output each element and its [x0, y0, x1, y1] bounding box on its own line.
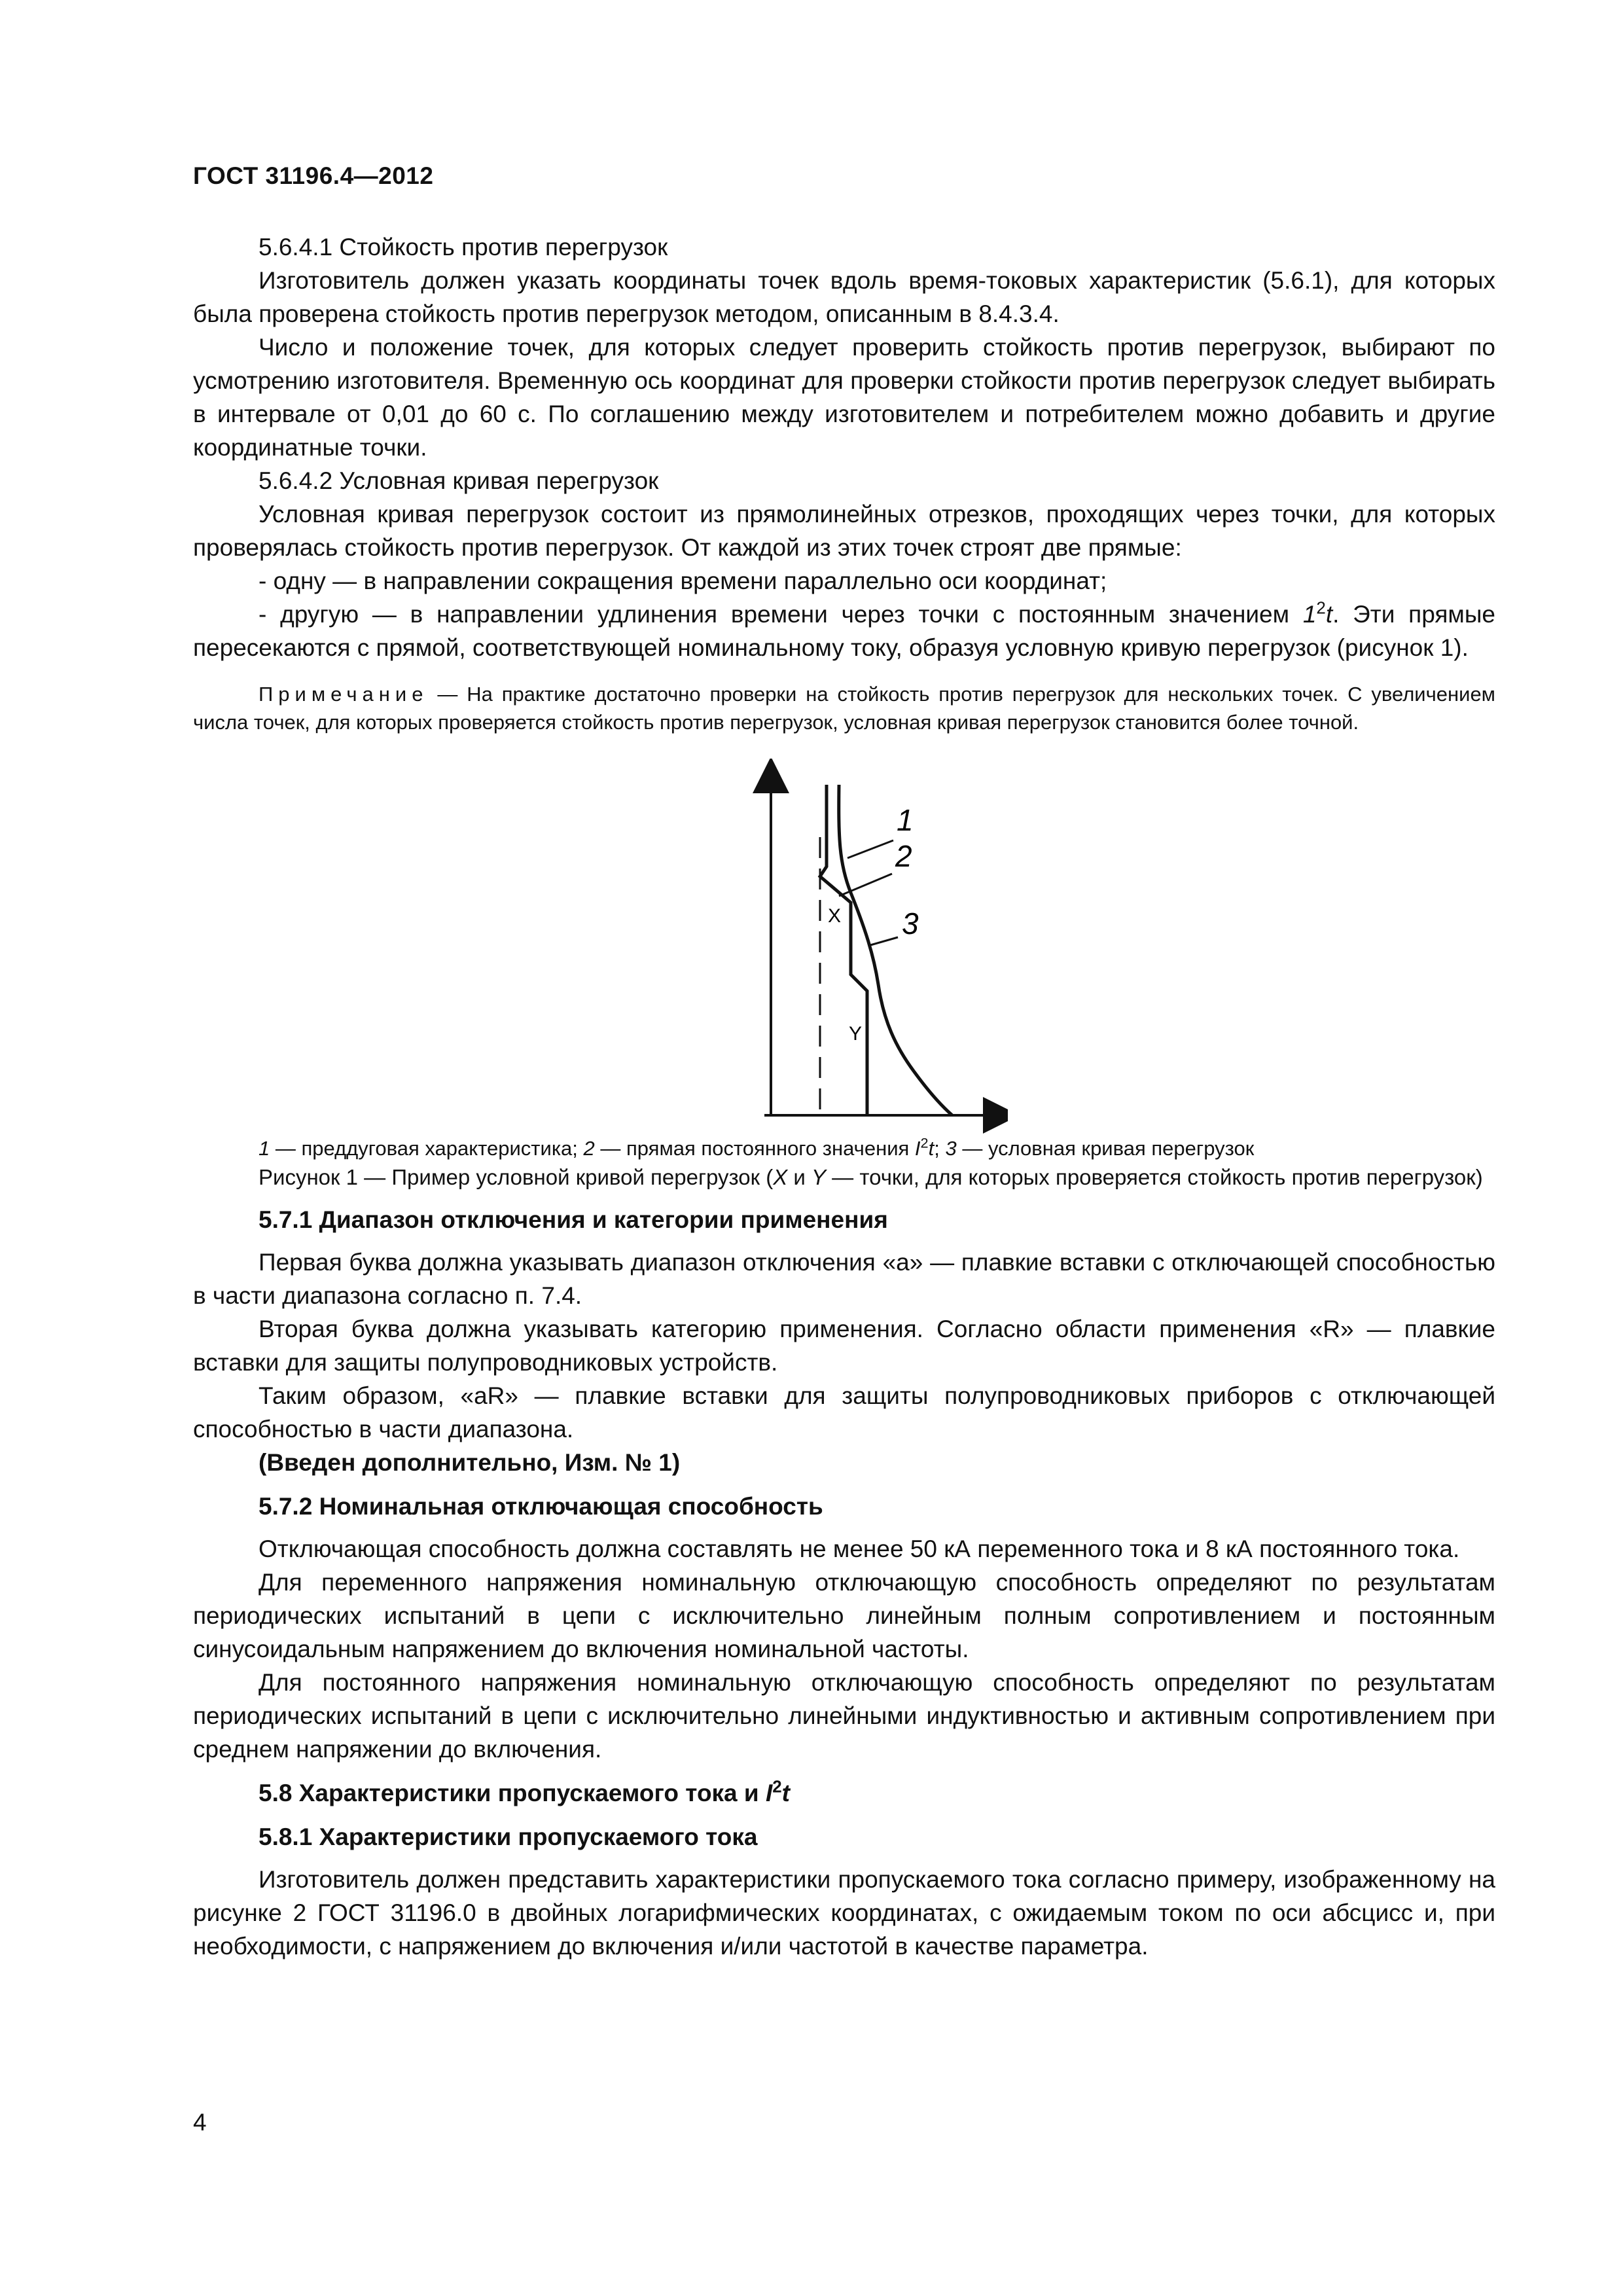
caption-text: и: [787, 1165, 812, 1189]
paragraph: Для постоянного напряжения номинальную отключающую способность определяют по результатам периодических испытаний в цепи с исключительно линейными индуктивностью и активным сопротивлением при среднем напряжении до включения.: [193, 1669, 1495, 1763]
leader-line-3: [870, 937, 898, 945]
paragraph: Вторая буква должна указывать категорию применения. Согласно области применения «R» — плавкие вставки для защиты полупроводниковых устройств.: [193, 1316, 1495, 1376]
figure-legend: [193, 1135, 1495, 1162]
note-text: — На практике достаточно проверки на стойкость против перегрузок для нескольких точек. С увеличением числа точек, для которых проверяется стойкость против перегрузок, условная кривая перегрузок становится более точной.: [193, 683, 1495, 734]
superscript: 2: [772, 1778, 782, 1797]
legend-separator: ;: [934, 1137, 946, 1160]
paragraph: Изготовитель должен представить характеристики пропускаемого тока согласно примеру, изображенному на рисунке 2 ГОСТ 31196.0 в двойных логарифмических координатах, с ожидаемым током по оси абсцисс и, при необходимости, с напряжением до включения и/или частотой в качестве параметра.: [193, 1866, 1495, 1960]
formula-italic: t: [928, 1137, 935, 1160]
section-5-7-2-title: 5.7.2 Номинальная отключающая способность: [259, 1493, 823, 1520]
paragraph: [193, 598, 1495, 664]
note-label: Примечание: [259, 683, 429, 706]
document-body: [193, 230, 1495, 1963]
point-label-y: Y: [849, 1023, 863, 1045]
overload-curve-diagram: [694, 759, 1008, 1135]
paragraph: Первая буква должна указывать диапазон отключения «a» — плавкие вставки с отключающей способностью в части диапазона согласно п. 7.4.: [193, 1249, 1495, 1309]
section-5-7-1-title: 5.7.1 Диапазон отключения и категории применения: [259, 1206, 888, 1233]
curve-label-1: 1: [897, 803, 914, 837]
paragraph: Число и положение точек, для которых следует проверить стойкость против перегрузок, выбирают по усмотрению изготовителя. Временную ось координат для проверки стойкости против перегрузок следует выбирать в интервале от 0,01 до 60 с. По соглашению между изготовителем и потребителем можно добавить и другие координатные точки.: [193, 334, 1495, 461]
caption-text: Рисунок 1 — Пример условной кривой перегрузок (: [259, 1165, 774, 1189]
legend-text: — преддуговая характеристика;: [270, 1137, 584, 1160]
caption-italic: X: [773, 1165, 788, 1189]
paragraph: Отключающая способность должна составлять не менее 50 кА переменного тока и 8 кА постоянного тока.: [259, 1535, 1460, 1562]
legend-number: 3: [945, 1137, 957, 1160]
figure-caption: [193, 1162, 1495, 1193]
superscript: 2: [1316, 599, 1326, 618]
formula-italic: I: [765, 1780, 773, 1806]
pre-arcing-characteristic-curve: [839, 785, 952, 1115]
paragraph: Условная кривая перегрузок состоит из прямолинейных отрезков, проходящих через точки, для которых проверялась стойкость против перегрузок. От каждой из этих точек строят две прямые:: [193, 501, 1495, 561]
curve-label-3: 3: [902, 906, 919, 941]
page-number: 4: [193, 2109, 207, 2136]
document-header: ГОСТ 31196.4—2012: [193, 162, 434, 189]
section-5-6-4-2-title: 5.6.4.2 Условная кривая перегрузок: [259, 467, 659, 494]
heading-text: 5.8 Характеристики пропускаемого тока и: [259, 1780, 766, 1806]
legend-number: 1: [259, 1137, 270, 1160]
paragraph: Для переменного напряжения номинальную отключающую способность определяют по результатам периодических испытаний в цепи с исключительно линейным полным сопротивлением и постоянным синусоидальным напряжением до включения номинальной частоты.: [193, 1569, 1495, 1662]
formula-italic: 1: [1302, 601, 1317, 628]
leader-line-1: [847, 840, 893, 858]
amendment-note: (Введен дополнительно, Изм. № 1): [259, 1449, 681, 1476]
note: [193, 680, 1495, 736]
point-label-x: X: [828, 905, 842, 927]
conventional-overload-curve: [820, 785, 867, 1115]
curve-label-2: 2: [895, 839, 912, 873]
legend-text: — условная кривая перегрузок: [956, 1137, 1255, 1160]
text-run: - другую — в направлении удлинения времени через точки с постоянным значением: [259, 601, 1303, 628]
section-5-8-title: [193, 1776, 1495, 1810]
caption-italic: Y: [812, 1165, 827, 1189]
legend-text: — прямая постоянного значения: [594, 1137, 915, 1160]
formula-italic: I: [914, 1137, 921, 1160]
paragraph: Изготовитель должен указать координаты точек вдоль время-токовых характеристик (5.6.1), для которых была проверена стойкость против перегрузок методом, описанным в 8.4.3.4.: [193, 267, 1495, 327]
figure-1: [193, 759, 1495, 1135]
paragraph: - одну — в направлении сокращения времени параллельно оси координат;: [259, 567, 1107, 594]
formula-italic: t: [781, 1780, 790, 1806]
text-run: . Эти прямые пересекаются с прямой, соответствующей номинальному току, образуя условную кривую перегрузок (рисунок 1).: [193, 601, 1495, 661]
caption-text: — точки, для которых проверяется стойкость против перегрузок): [826, 1165, 1483, 1189]
formula-italic: t: [1325, 601, 1333, 628]
section-5-8-1-title: 5.8.1 Характеристики пропускаемого тока: [259, 1823, 758, 1850]
section-5-6-4-1-title: 5.6.4.1 Стойкость против перегрузок: [259, 234, 668, 260]
legend-number: 2: [583, 1137, 595, 1160]
superscript: 2: [920, 1134, 929, 1151]
paragraph: Таким образом, «aR» — плавкие вставки для защиты полупроводниковых приборов с отключающей способностью в части диапазона.: [193, 1382, 1495, 1443]
